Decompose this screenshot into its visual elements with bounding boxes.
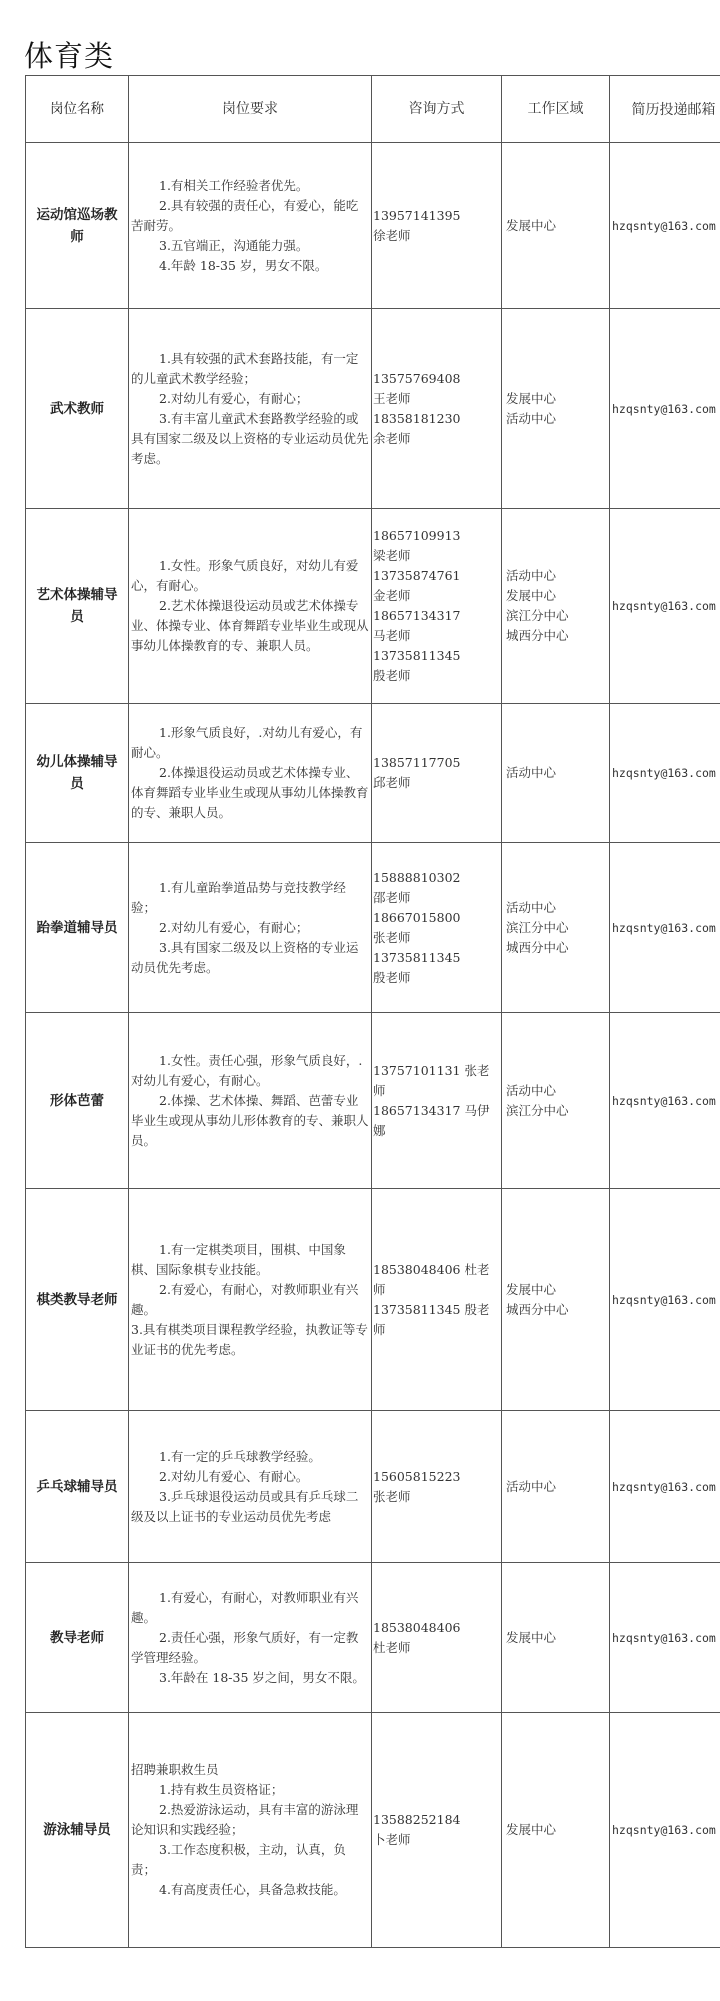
requirement-item: 招聘兼职救生员 [131, 1762, 219, 1777]
work-area-item: 活动中心 [506, 765, 557, 780]
phone-number: 15888810302 [373, 869, 461, 885]
work-area-item: 城西分中心 [506, 628, 569, 643]
resume-email[interactable]: hzqsnty@163.com [610, 843, 720, 1013]
resume-email[interactable]: hzqsnty@163.com [610, 1713, 720, 1948]
requirement-item: 1.具有较强的武术套路技能，有一定的儿童武术教学经验； [131, 350, 359, 386]
table-row [26, 843, 720, 1013]
phone-number: 13588252184 [373, 1812, 461, 1827]
requirement-item: 2.体操、艺术体操、舞蹈、芭蕾专业毕业生或现从事幼儿形体教育的专、兼职人员。 [131, 1092, 369, 1148]
work-area [502, 1713, 610, 1948]
work-area-item: 城西分中心 [506, 1301, 569, 1317]
contact-info [372, 1713, 502, 1948]
contact-name: 张老师 [373, 929, 411, 945]
requirement-item: 1.形象气质良好，.对幼儿有爱心，有耐心。 [131, 725, 363, 760]
work-area-item: 滨江分中心 [506, 1102, 569, 1118]
contact-name: 王老师 [373, 390, 411, 406]
requirement-item: 3.五官端正，沟通能力强。 [159, 237, 309, 253]
position-requirements [129, 1411, 372, 1563]
table-body [26, 143, 720, 1948]
position-requirements [129, 704, 372, 843]
position-name: 教导老师 [26, 1563, 129, 1713]
work-area-item: 发展中心 [506, 217, 557, 233]
contact-name: 杜老师 [373, 1639, 411, 1655]
requirement-item: 1.有相关工作经验者优先。 [159, 177, 309, 193]
contact-name: 邵老师 [373, 889, 411, 905]
work-area [502, 309, 610, 509]
position-name: 跆拳道辅导员 [26, 843, 129, 1013]
phone-number: 18538048406 [373, 1619, 461, 1635]
header-resume-email: 简历投递邮箱 [610, 76, 720, 143]
contact-name: 金老师 [373, 588, 411, 603]
work-area-item: 滨江分中心 [506, 608, 569, 623]
contact-info [372, 704, 502, 843]
work-area-item: 发展中心 [506, 1281, 557, 1297]
requirement-item: 4.年龄 18-35 岁，男女不限。 [159, 257, 328, 273]
position-requirements [129, 509, 372, 704]
contact-info [372, 309, 502, 509]
page-title: 体育类 [24, 39, 115, 73]
position-requirements [129, 1563, 372, 1713]
work-area-item: 发展中心 [506, 1822, 557, 1837]
contact-info [372, 1563, 502, 1713]
contact-name: 卜老师 [373, 1832, 411, 1847]
work-area-item: 活动中心 [506, 1082, 557, 1098]
phone-number: 18657134317 [373, 608, 461, 623]
contact-info [372, 843, 502, 1013]
requirement-item: 1.有一定棋类项目，围棋、中国象棋、国际象棋专业技能。 [131, 1241, 346, 1277]
contact-info [372, 1411, 502, 1563]
requirement-item: 3.乒乓球退役运动员或具有乒乓球二级及以上证书的专业运动员优先考虑 [131, 1488, 359, 1524]
work-area-item: 发展中心 [506, 390, 557, 406]
resume-email[interactable]: hzqsnty@163.com [610, 1563, 720, 1713]
phone-number: 18358181230 [373, 410, 461, 426]
contact-name: 梁老师 [373, 548, 411, 563]
table-row [26, 309, 720, 509]
work-area-item: 活动中心 [506, 568, 557, 583]
requirement-item: 2.艺术体操退役运动员或艺术体操专业、体操专业、体育舞蹈专业毕业生或现从事幼儿体操教育的专、兼职人员。 [131, 598, 369, 653]
phone-number: 18657134317 马伊娜 [373, 1102, 490, 1138]
position-name: 运动馆巡场教师 [26, 143, 129, 309]
work-area [502, 704, 610, 843]
table-row [26, 1411, 720, 1563]
position-name: 游泳辅导员 [26, 1713, 129, 1948]
header-work-area: 工作区域 [502, 76, 610, 143]
contact-name: 余老师 [373, 430, 411, 446]
phone-number: 18667015800 [373, 909, 461, 925]
work-area-item: 滨江分中心 [506, 919, 569, 935]
work-area [502, 1189, 610, 1411]
position-name: 武术教师 [26, 309, 129, 509]
position-requirements [129, 1013, 372, 1189]
work-area-item: 发展中心 [506, 588, 557, 603]
table-row [26, 1563, 720, 1713]
phone-number: 13735811345 [373, 949, 461, 965]
contact-name: 殷老师 [373, 969, 411, 985]
position-name: 幼儿体操辅导员 [26, 704, 129, 843]
resume-email[interactable]: hzqsnty@163.com [610, 143, 720, 309]
requirement-item: 1.女性。形象气质良好，对幼儿有爱心，有耐心。 [131, 558, 359, 593]
work-area [502, 843, 610, 1013]
resume-email[interactable]: hzqsnty@163.com [610, 704, 720, 843]
work-area [502, 1411, 610, 1563]
requirement-item: 3.有丰富儿童武术套路教学经验的或具有国家二级及以上资格的专业运动员优先考虑。 [131, 410, 369, 466]
requirement-item: 4.有高度责任心，具备急救技能。 [159, 1882, 346, 1897]
position-name: 乒乓球辅导员 [26, 1411, 129, 1563]
phone-number: 13757101131 张老师 [373, 1062, 490, 1098]
work-area-item: 活动中心 [506, 899, 557, 915]
position-requirements [129, 143, 372, 309]
resume-email[interactable]: hzqsnty@163.com [610, 509, 720, 704]
work-area-item: 城西分中心 [506, 939, 569, 955]
table-row [26, 1713, 720, 1948]
work-area-item: 活动中心 [506, 1478, 557, 1494]
requirement-item: 1.有一定的乒乓球教学经验。 [159, 1448, 321, 1464]
resume-email[interactable]: hzqsnty@163.com [610, 1189, 720, 1411]
contact-info [372, 509, 502, 704]
requirement-item: 2.热爱游泳运动，具有丰富的游泳理论知识和实践经验； [131, 1802, 359, 1837]
phone-number: 18538048406 杜老师 [373, 1261, 490, 1297]
table-row [26, 704, 720, 843]
header-position-name: 岗位名称 [26, 76, 129, 143]
resume-email[interactable]: hzqsnty@163.com [610, 1013, 720, 1189]
work-area [502, 509, 610, 704]
requirement-item: 1.有爱心，有耐心，对教师职业有兴趣。 [131, 1589, 359, 1625]
contact-info [372, 1013, 502, 1189]
table-row [26, 509, 720, 704]
work-area-item: 活动中心 [506, 410, 557, 426]
phone-number: 15605815223 [373, 1468, 461, 1484]
requirement-item: 2.有爱心，有耐心，对教师职业有兴趣。 [131, 1281, 359, 1317]
requirement-item: 2.具有较强的责任心，有爱心，能吃苦耐劳。 [131, 197, 359, 233]
requirement-item: 2.责任心强，形象气质好，有一定教学管理经验。 [131, 1629, 359, 1665]
position-requirements [129, 309, 372, 509]
requirement-item: 2.对幼儿有爱心，有耐心； [159, 390, 309, 406]
requirement-item: 2.体操退役运动员或艺术体操专业、体育舞蹈专业毕业生或现从事幼儿体操教育的专、兼职人员。 [131, 765, 369, 820]
contact-info [372, 143, 502, 309]
requirement-item: 1.有儿童跆拳道品势与竞技教学经验； [131, 879, 346, 915]
phone-number: 13575769408 [373, 370, 461, 386]
position-name: 艺术体操辅导员 [26, 509, 129, 704]
resume-email[interactable]: hzqsnty@163.com [610, 1411, 720, 1563]
table-header-row [26, 76, 720, 143]
phone-number: 13857117705 [373, 755, 461, 770]
contact-name: 殷老师 [373, 668, 411, 683]
requirement-item: 1.女性。责任心强，形象气质良好，.对幼儿有爱心，有耐心。 [131, 1052, 363, 1088]
requirement-item: 3.工作态度积极，主动，认真，负责； [131, 1842, 346, 1877]
table-row [26, 1013, 720, 1189]
work-area-item: 发展中心 [506, 1629, 557, 1645]
requirement-item: 3.年龄在 18-35 岁之间，男女不限。 [159, 1669, 365, 1685]
header-requirements: 岗位要求 [129, 76, 372, 143]
position-requirements [129, 843, 372, 1013]
position-requirements [129, 1713, 372, 1948]
contact-name: 邱老师 [373, 775, 411, 790]
phone-number: 18657109913 [373, 528, 461, 543]
recruitment-table [25, 75, 720, 1948]
requirement-item: 1.持有救生员资格证； [159, 1782, 284, 1797]
contact-name: 徐老师 [373, 227, 411, 243]
phone-number: 13957141395 [373, 207, 461, 223]
contact-name: 马老师 [373, 628, 411, 643]
phone-number: 13735811345 [373, 648, 461, 663]
phone-number: 13735811345 殷老师 [373, 1301, 490, 1337]
requirement-item: 3.具有国家二级及以上资格的专业运动员优先考虑。 [131, 939, 359, 975]
table-row [26, 143, 720, 309]
requirement-item: 3.具有棋类项目课程教学经验，执教证等专业证书的优先考虑。 [131, 1321, 368, 1357]
work-area [502, 1563, 610, 1713]
requirement-item: 2.对幼儿有爱心，有耐心； [159, 919, 309, 935]
position-requirements [129, 1189, 372, 1411]
resume-email[interactable]: hzqsnty@163.com [610, 309, 720, 509]
requirement-item: 2.对幼儿有爱心、有耐心。 [159, 1468, 309, 1484]
work-area [502, 143, 610, 309]
work-area [502, 1013, 610, 1189]
contact-name: 张老师 [373, 1488, 411, 1504]
position-name: 棋类教导老师 [26, 1189, 129, 1411]
table-row [26, 1189, 720, 1411]
contact-info [372, 1189, 502, 1411]
position-name: 形体芭蕾 [26, 1013, 129, 1189]
header-contact: 咨询方式 [372, 76, 502, 143]
phone-number: 13735874761 [373, 568, 461, 583]
